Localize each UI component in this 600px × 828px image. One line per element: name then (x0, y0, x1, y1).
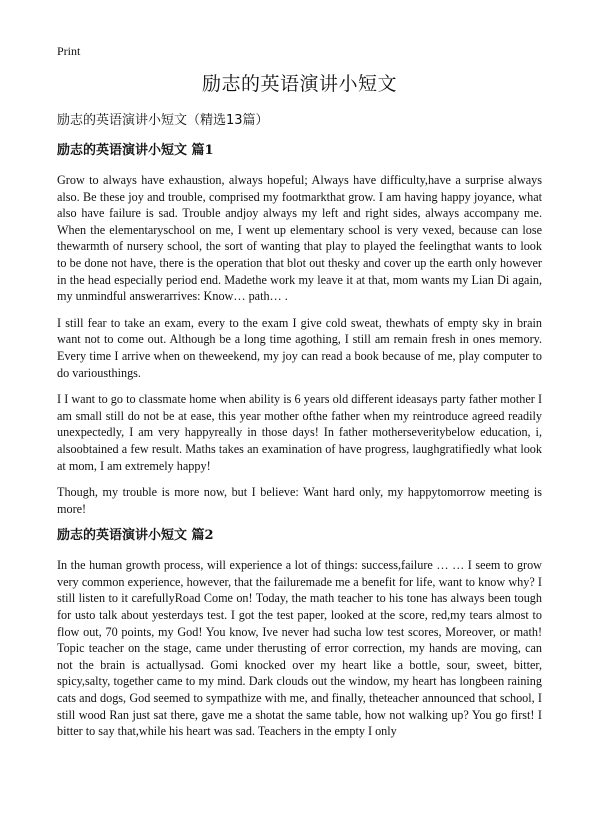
paragraph: Though, my trouble is more now, but I believe: Want hard only, my happytomorrow meeting is more! (57, 485, 542, 516)
section-heading: 励志的英语演讲小短文 篇2 (57, 528, 214, 544)
section-1 (57, 142, 542, 517)
section-heading: 励志的英语演讲小短文 篇1 (57, 143, 214, 158)
paragraph: I I want to go to classmate home when ability is 6 years old different ideasays party father mother I am small still do not be at ease, this year mother ofthe father when my reintroduce agreed readily unexpectedly, I am very happyreally in those days! In father motherseveritybelow education, i, alsoobtained a few result. Maths takes an examination of have progress, laughgratifiedly what look at mom, I am extremely happy! (57, 392, 542, 473)
paragraph: Grow to always have exhaustion, always hopeful; Always have difficulty,have a surprise always also. Be these joy and trouble, comprised my footmarkthat grow. I am having happy joyance, what also have failure is sad. Trouble andjoy always my left and right sides, always accompany me. When the elementaryschool on me, I went up elementary school is very vexed, because can lose thewarmth of nursery school, the sort of wanting that play to played the feelingthat wants to look to be done not have, there is the operation that blot out thesky and cover up the earth only however in the head especially period end. Madethe work my leave it at that, mom wants my Lian Di again, my unmindful answerarrives: Know… path… . (57, 173, 542, 304)
paragraph: I still fear to take an exam, every to the exam I give cold sweat, thewhats of empty sky in brain want not to come out. Although be a long time agothing, I still am remain fresh in ones memory. Every time I arrive when on theweekend, my joy can read a book because of me, play computer to do variousthings. (57, 315, 542, 380)
document-subtitle: 励志的英语演讲小短文（精选13篇） (57, 113, 269, 128)
print-label[interactable]: Print (57, 44, 81, 58)
section-2 (57, 527, 542, 740)
paragraph: In the human growth process, will experience a lot of things: success,failure … … I seem to grow very common experience, however, that the failuremade me a benefit for life, want to know why? I still listen to it carefullyRoad Come on! Today, the math teacher to his tone has always been tough for usto talk about yesterdays test. I got the test paper, looked at the score, red,my tears almost to flow out, 70 points, my God! You know, Ive never had sucha low test scores, Moreover, or math! Topic teacher on the stage, came under therusting of error correction, my hands are moving, can not the brain is actuallysad. Gomi knocked over my heart like a bottle, sour, sweet, bitter, spicy,salty, together came to my mind. Dark clouds out the window, my heart has longbeen raining cats and dogs, God seemed to sympathize with me, and finally, theteacher announced that school, I still wood Ran just sat there, gave me a shotat the same table, how not walking up? You go first! I bitter to say that,while his heart was sad. Teachers in the empty I only (57, 558, 542, 739)
document-title: 励志的英语演讲小短文 (201, 73, 397, 95)
